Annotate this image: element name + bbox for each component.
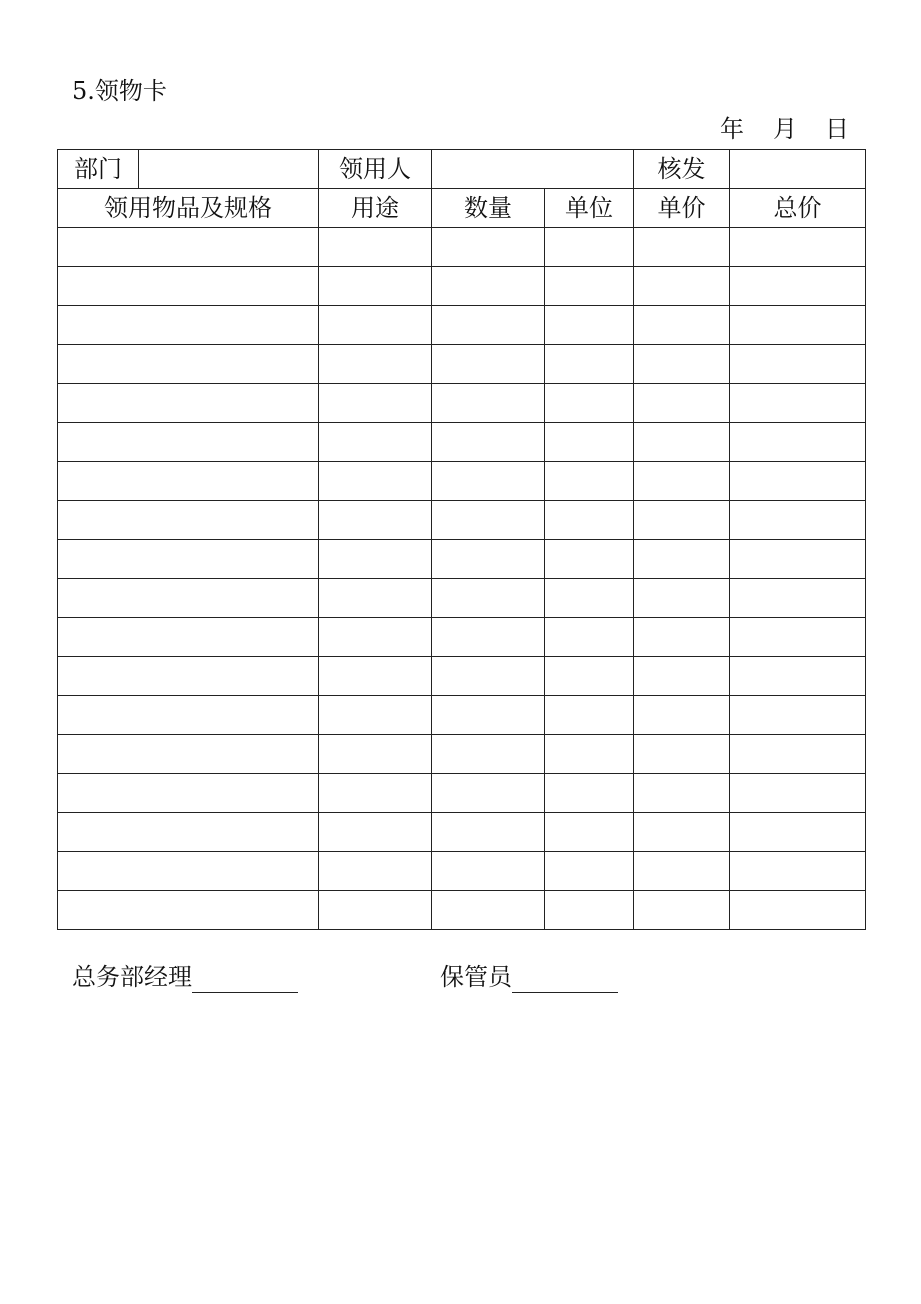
cell-purpose[interactable]	[319, 735, 432, 774]
cell-purpose[interactable]	[319, 891, 432, 930]
cell-unit[interactable]	[545, 735, 634, 774]
cell-unit-price[interactable]	[634, 540, 730, 579]
cell-item-spec[interactable]	[58, 462, 319, 501]
cell-quantity[interactable]	[432, 852, 545, 891]
table-row	[58, 384, 866, 423]
cell-unit-price[interactable]	[634, 228, 730, 267]
date-day-label: 日	[825, 115, 849, 143]
cell-unit-price[interactable]	[634, 345, 730, 384]
cell-quantity[interactable]	[432, 774, 545, 813]
table-row	[58, 267, 866, 306]
cell-unit[interactable]	[545, 813, 634, 852]
issuer-field[interactable]	[730, 150, 866, 189]
cell-quantity[interactable]	[432, 267, 545, 306]
cell-quantity[interactable]	[432, 618, 545, 657]
cell-item-spec[interactable]	[58, 579, 319, 618]
cell-item-spec[interactable]	[58, 423, 319, 462]
table-row	[58, 696, 866, 735]
cell-purpose[interactable]	[319, 423, 432, 462]
cell-item-spec[interactable]	[58, 267, 319, 306]
manager-signature-line[interactable]	[192, 964, 298, 993]
cell-unit[interactable]	[545, 306, 634, 345]
table-row	[58, 462, 866, 501]
table-row	[58, 306, 866, 345]
cell-unit-price[interactable]	[634, 891, 730, 930]
signature-area	[0, 961, 921, 995]
cell-quantity[interactable]	[432, 735, 545, 774]
cell-item-spec[interactable]	[58, 696, 319, 735]
cell-item-spec[interactable]	[58, 540, 319, 579]
cell-total-price[interactable]	[730, 852, 866, 891]
cell-purpose[interactable]	[319, 774, 432, 813]
cell-total-price[interactable]	[730, 696, 866, 735]
table-row	[58, 891, 866, 930]
cell-purpose[interactable]	[319, 813, 432, 852]
cell-item-spec[interactable]	[58, 228, 319, 267]
cell-unit[interactable]	[545, 852, 634, 891]
cell-unit[interactable]	[545, 618, 634, 657]
recipient-label: 领用人	[319, 150, 432, 189]
cell-quantity[interactable]	[432, 462, 545, 501]
cell-unit[interactable]	[545, 267, 634, 306]
cell-unit-price[interactable]	[634, 735, 730, 774]
cell-purpose[interactable]	[319, 228, 432, 267]
cell-unit-price[interactable]	[634, 813, 730, 852]
cell-unit[interactable]	[545, 423, 634, 462]
column-header-purpose: 用途	[319, 189, 432, 228]
column-header-quantity: 数量	[432, 189, 545, 228]
cell-quantity[interactable]	[432, 501, 545, 540]
cell-total-price[interactable]	[730, 657, 866, 696]
cell-purpose[interactable]	[319, 306, 432, 345]
cell-item-spec[interactable]	[58, 852, 319, 891]
cell-quantity[interactable]	[432, 306, 545, 345]
cell-unit[interactable]	[545, 462, 634, 501]
cell-unit[interactable]	[545, 657, 634, 696]
cell-item-spec[interactable]	[58, 384, 319, 423]
cell-item-spec[interactable]	[58, 813, 319, 852]
cell-quantity[interactable]	[432, 423, 545, 462]
cell-total-price[interactable]	[730, 423, 866, 462]
cell-unit-price[interactable]	[634, 579, 730, 618]
keeper-signature-line[interactable]	[512, 964, 618, 993]
cell-unit[interactable]	[545, 891, 634, 930]
recipient-field[interactable]	[432, 150, 634, 189]
cell-total-price[interactable]	[730, 618, 866, 657]
cell-purpose[interactable]	[319, 540, 432, 579]
date-year-label: 年	[720, 115, 744, 143]
cell-purpose[interactable]	[319, 384, 432, 423]
cell-total-price[interactable]	[730, 891, 866, 930]
cell-purpose[interactable]	[319, 267, 432, 306]
table-row	[58, 423, 866, 462]
table-row	[58, 579, 866, 618]
cell-item-spec[interactable]	[58, 774, 319, 813]
keeper-signature	[440, 961, 618, 993]
cell-quantity[interactable]	[432, 384, 545, 423]
cell-purpose[interactable]	[319, 696, 432, 735]
cell-total-price[interactable]	[730, 579, 866, 618]
department-label: 部门	[58, 150, 139, 189]
cell-item-spec[interactable]	[58, 345, 319, 384]
cell-total-price[interactable]	[730, 540, 866, 579]
table-row	[58, 735, 866, 774]
cell-total-price[interactable]	[730, 813, 866, 852]
cell-purpose[interactable]	[319, 852, 432, 891]
cell-unit[interactable]	[545, 696, 634, 735]
cell-unit-price[interactable]	[634, 852, 730, 891]
date-line	[700, 114, 852, 144]
cell-unit-price[interactable]	[634, 774, 730, 813]
cell-quantity[interactable]	[432, 345, 545, 384]
cell-purpose[interactable]	[319, 345, 432, 384]
manager-signature-label: 总务部经理	[72, 963, 192, 991]
cell-purpose[interactable]	[319, 618, 432, 657]
cell-item-spec[interactable]	[58, 891, 319, 930]
cell-total-price[interactable]	[730, 384, 866, 423]
document-title: 5.领物卡	[72, 77, 167, 105]
column-header-unit-price: 单价	[634, 189, 730, 228]
cell-total-price[interactable]	[730, 501, 866, 540]
cell-quantity[interactable]	[432, 540, 545, 579]
table-row	[58, 813, 866, 852]
cell-quantity[interactable]	[432, 696, 545, 735]
cell-purpose[interactable]	[319, 501, 432, 540]
table-row	[58, 540, 866, 579]
cell-total-price[interactable]	[730, 228, 866, 267]
cell-quantity[interactable]	[432, 579, 545, 618]
column-header-unit: 单位	[545, 189, 634, 228]
form-header-row	[58, 150, 866, 189]
cell-total-price[interactable]	[730, 774, 866, 813]
cell-quantity[interactable]	[432, 813, 545, 852]
table-row	[58, 657, 866, 696]
cell-unit-price[interactable]	[634, 657, 730, 696]
requisition-table	[57, 149, 866, 930]
keeper-signature-label: 保管员	[440, 963, 512, 991]
table-row	[58, 501, 866, 540]
cell-unit-price[interactable]	[634, 696, 730, 735]
cell-total-price[interactable]	[730, 462, 866, 501]
cell-unit-price[interactable]	[634, 267, 730, 306]
cell-purpose[interactable]	[319, 657, 432, 696]
cell-total-price[interactable]	[730, 735, 866, 774]
date-month-label: 月	[773, 115, 797, 143]
cell-unit[interactable]	[545, 501, 634, 540]
column-header-total-price: 总价	[730, 189, 866, 228]
table-row	[58, 774, 866, 813]
cell-unit[interactable]	[545, 228, 634, 267]
department-field[interactable]	[139, 150, 319, 189]
cell-item-spec[interactable]	[58, 501, 319, 540]
table-row	[58, 345, 866, 384]
cell-quantity[interactable]	[432, 228, 545, 267]
cell-unit[interactable]	[545, 345, 634, 384]
cell-unit-price[interactable]	[634, 423, 730, 462]
table-row	[58, 618, 866, 657]
cell-unit-price[interactable]	[634, 384, 730, 423]
cell-unit[interactable]	[545, 384, 634, 423]
cell-total-price[interactable]	[730, 345, 866, 384]
cell-unit-price[interactable]	[634, 618, 730, 657]
manager-signature	[72, 961, 298, 993]
issuer-label: 核发	[634, 150, 730, 189]
cell-unit-price[interactable]	[634, 306, 730, 345]
cell-item-spec[interactable]	[58, 657, 319, 696]
cell-quantity[interactable]	[432, 657, 545, 696]
cell-item-spec[interactable]	[58, 735, 319, 774]
cell-unit[interactable]	[545, 540, 634, 579]
cell-unit[interactable]	[545, 774, 634, 813]
table-row	[58, 228, 866, 267]
column-header-row	[58, 189, 866, 228]
cell-unit[interactable]	[545, 579, 634, 618]
cell-item-spec[interactable]	[58, 618, 319, 657]
column-header-item-spec: 领用物品及规格	[58, 189, 319, 228]
cell-purpose[interactable]	[319, 462, 432, 501]
cell-unit-price[interactable]	[634, 462, 730, 501]
cell-total-price[interactable]	[730, 267, 866, 306]
cell-purpose[interactable]	[319, 579, 432, 618]
cell-item-spec[interactable]	[58, 306, 319, 345]
cell-total-price[interactable]	[730, 306, 866, 345]
cell-quantity[interactable]	[432, 891, 545, 930]
table-row	[58, 852, 866, 891]
cell-unit-price[interactable]	[634, 501, 730, 540]
